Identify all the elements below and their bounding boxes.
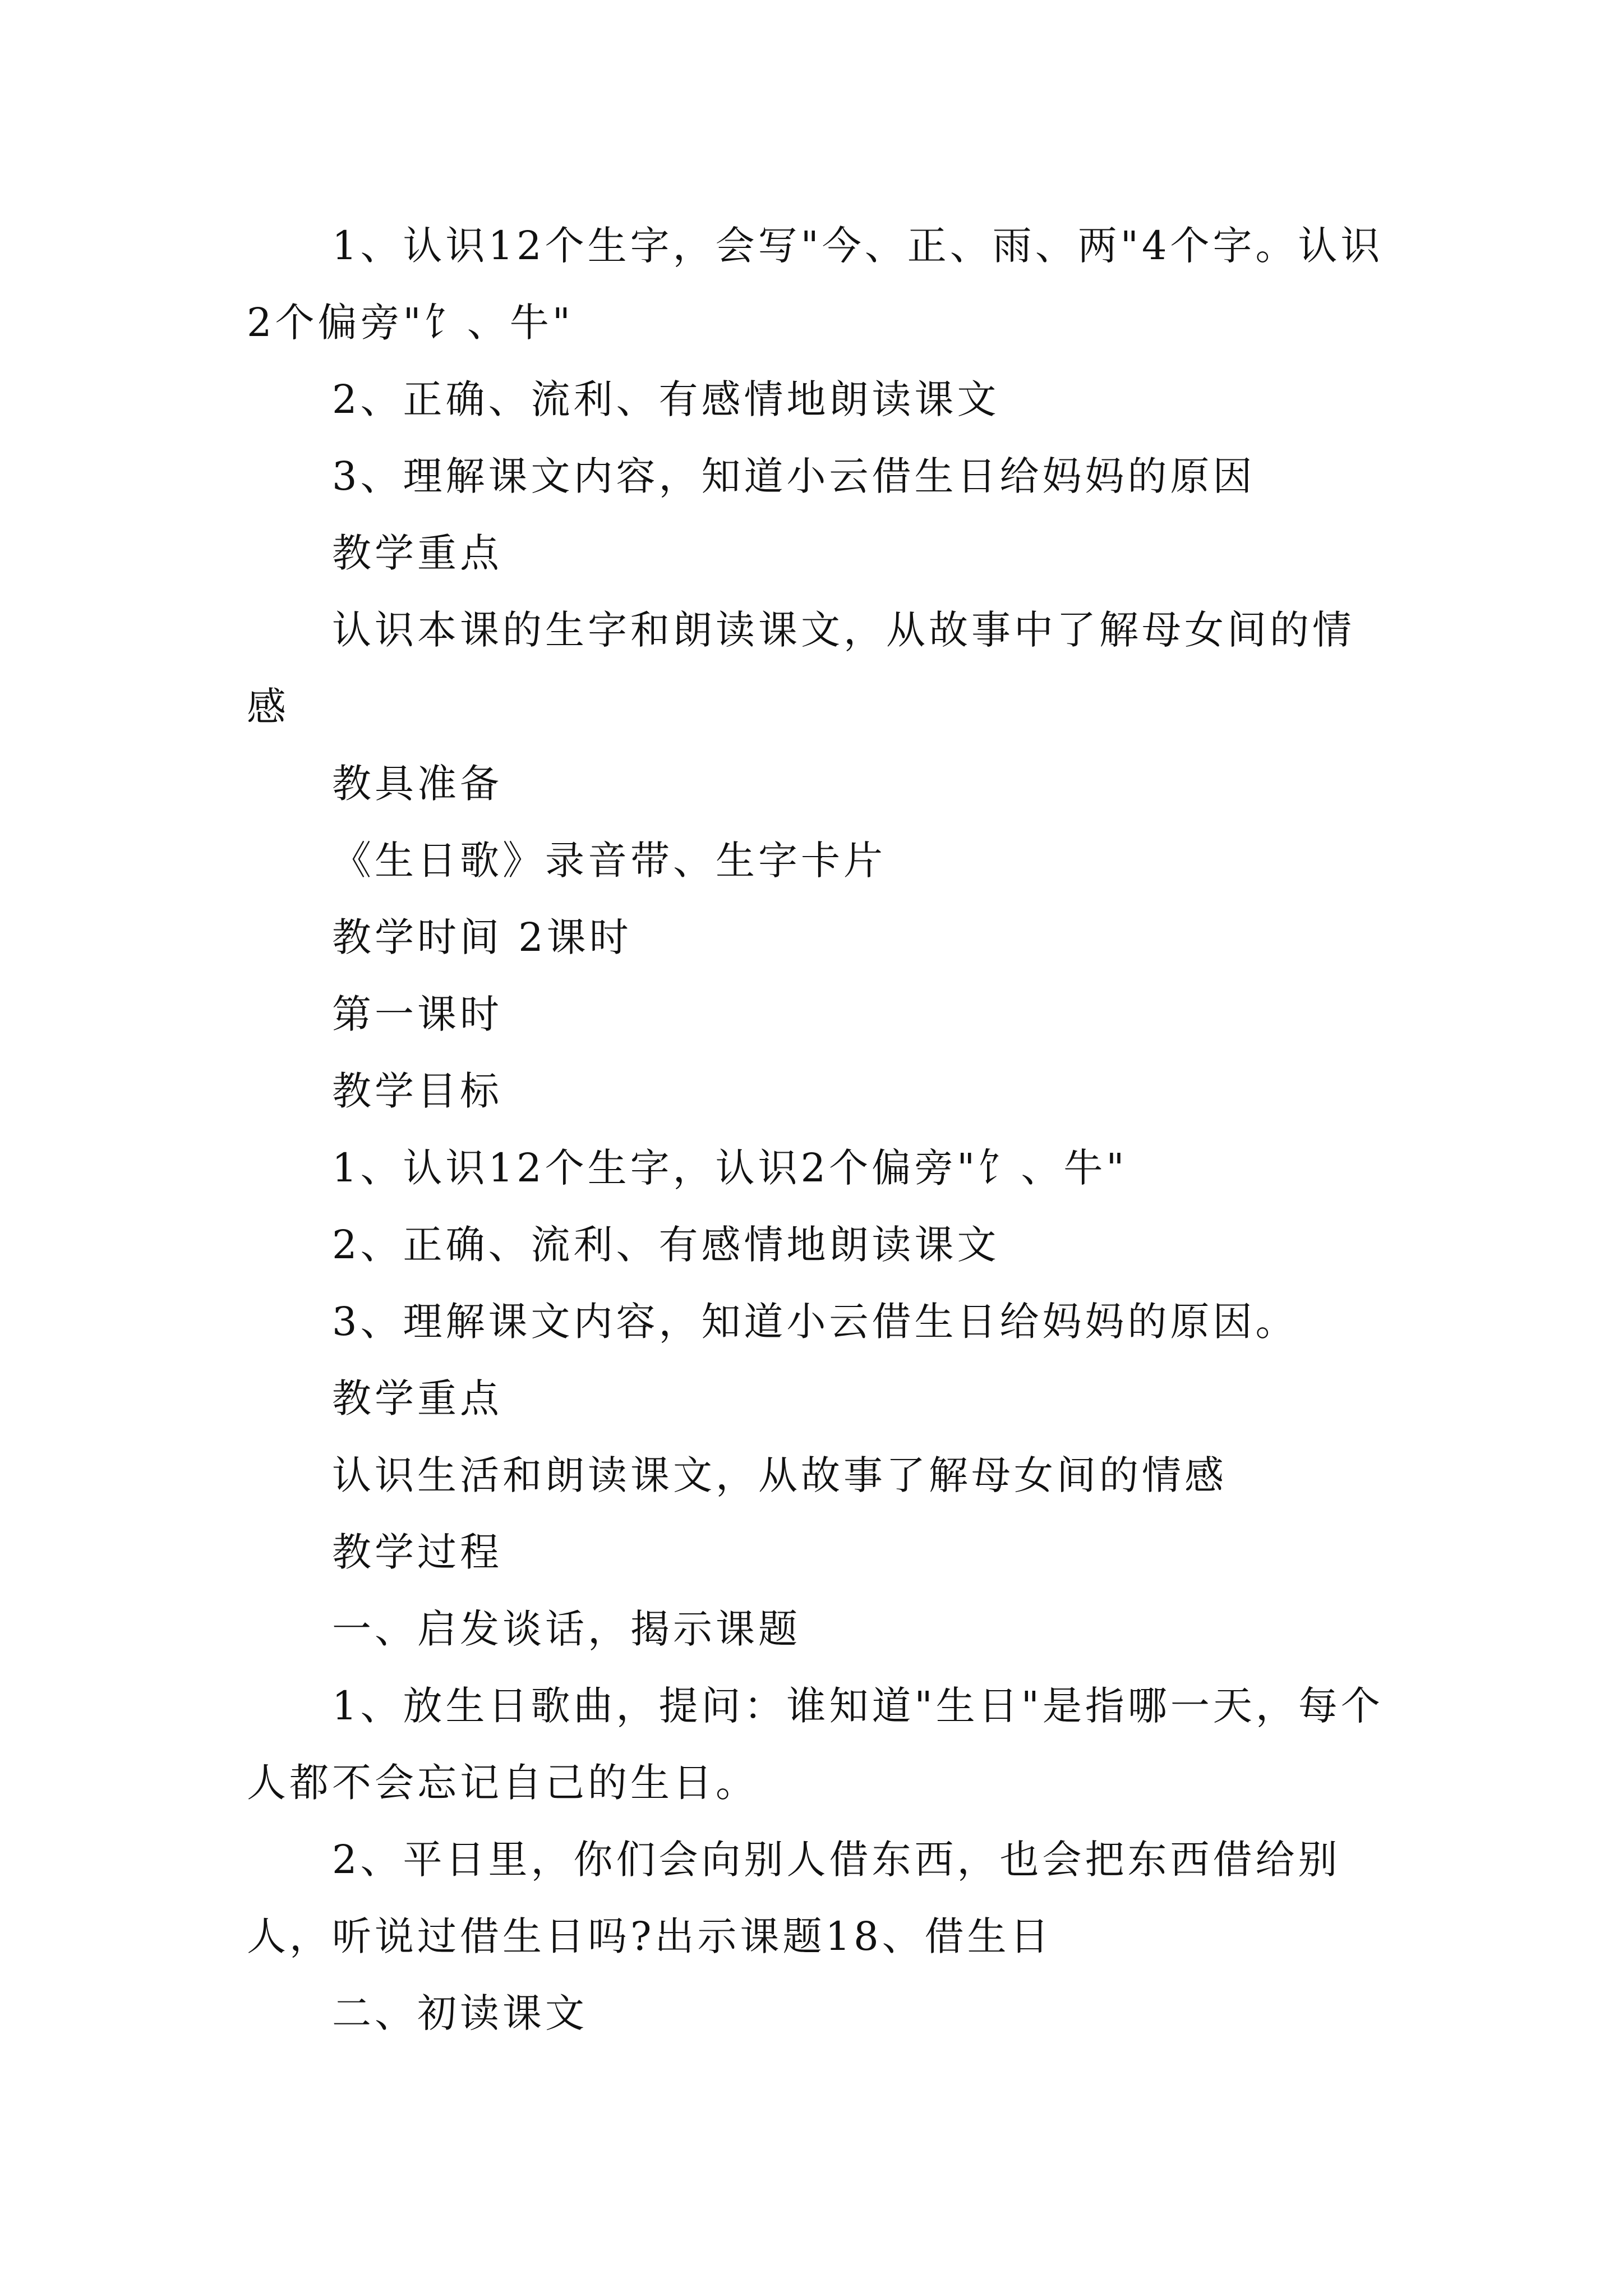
paragraph-focus: 认识本课的生字和朗读课文，从故事中了解母女间的情感 <box>247 607 1355 730</box>
heading-section-one: 一、启发谈话，揭示课题 <box>332 1606 801 1652</box>
paragraph-lesson-goal-2: 2、正确、流利、有感情地朗读课文 <box>332 1222 1000 1268</box>
paragraph-teaching-time: 教学时间 2课时 <box>332 914 632 960</box>
heading-teaching-goals: 教学目标 <box>332 1068 502 1114</box>
paragraph-lesson-focus: 认识生活和朗读课文，从故事了解母女间的情感 <box>332 1452 1227 1498</box>
heading-teaching-process: 教学过程 <box>332 1529 502 1575</box>
paragraph-step-1: 1、放生日歌曲，提问：谁知道"生日"是指哪一天，每个人都不会忘记自己的生日。 <box>247 1683 1384 1806</box>
paragraph-goal-1: 1、认识12个生字，会写"今、正、雨、两"4个字。认识2个偏旁"饣、牛" <box>247 223 1384 346</box>
paragraph-step-2: 2、平日里，你们会向别人借东西，也会把东西借给别人，听说过借生日吗?出示课题18、借生日 <box>247 1837 1341 1959</box>
paragraph-lesson-goal-3: 3、理解课文内容，知道小云借生日给妈妈的原因。 <box>332 1299 1298 1345</box>
paragraph-aids: 《生日歌》录音带、生字卡片 <box>332 838 886 884</box>
document-body <box>247 208 1385 2052</box>
heading-lesson-focus: 教学重点 <box>332 1375 502 1421</box>
paragraph-goal-3: 3、理解课文内容，知道小云借生日给妈妈的原因 <box>332 453 1256 499</box>
paragraph-goal-2: 2、正确、流利、有感情地朗读课文 <box>332 376 1000 422</box>
heading-first-lesson: 第一课时 <box>332 991 502 1037</box>
heading-teaching-aids: 教具准备 <box>332 761 502 807</box>
paragraph-lesson-goal-1: 1、认识12个生字，认识2个偏旁"饣、牛" <box>332 1145 1128 1191</box>
heading-section-two: 二、初读课文 <box>332 1990 588 2036</box>
heading-teaching-focus: 教学重点 <box>332 530 502 576</box>
